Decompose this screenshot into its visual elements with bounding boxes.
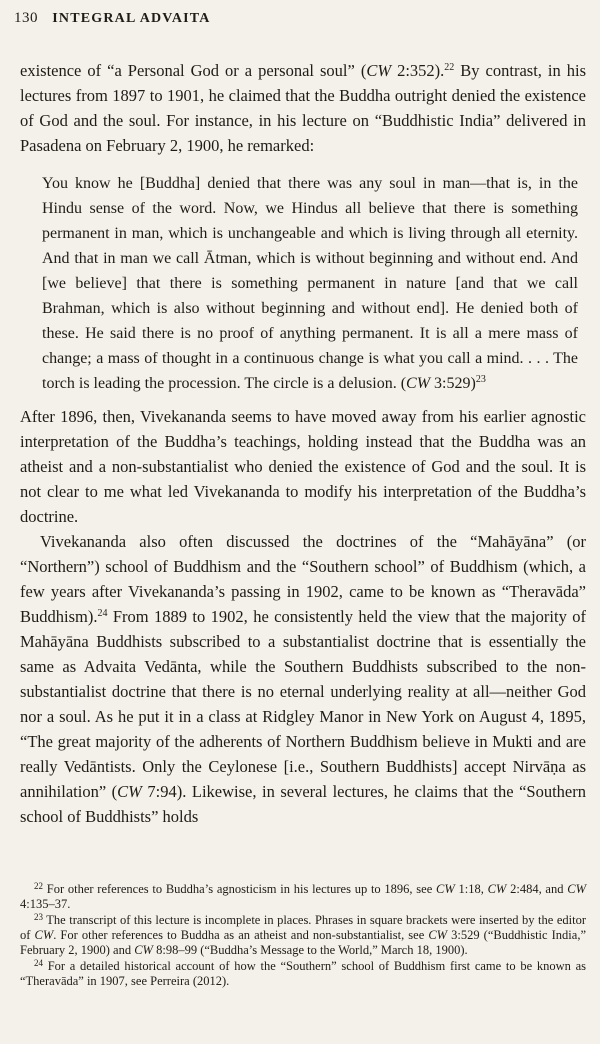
paragraph-1: existence of “a Personal God or a personal soul” (CW 2:352).$^{22}$ By contrast, in his lectures from 1897 to 1901, he claimed that the Buddha outright denied the existence of God and the soul. For instance, in his lecture on “Buddhistic India” delivered in Pasadena on February 2, 1900, he remarked: [20, 61, 587, 155]
paragraph-3: Vivekananda also often discussed the doctrines of the “Mahāyāna” (or “Northern”) school of Buddhism and the “Southern school” of Buddhism (which, a few years after Vivekananda’s passing in 1902, came to be known as “Theravāda” Buddhism).$^{24}$ From 1889 to 1902, he consistently held the view that the majority of Mahāyāna Buddhists subscribed to a substantialist doctrine that is essentially the same as Advaita Vedānta, while the Southern Buddhists subscribed to the non-substantialist doctrine that there is no eternal underlying reality at all—neither God nor a soul. As he put it in a class at Ridgley Manor in New York on August 4, 1895, “The great majority of the adherents of Northern Buddhism believe in Mukti and are really Vedāntists. Only the Ceylonese [i.e., Southern Buddhists] accept Nirvāṇa as annihilation” (CW 7:94). Likewise, in several lectures, he claims that the “Southern school of Buddhists” holds [20, 532, 586, 826]
footnote-22: $^{22}$ For other references to Buddha’s agnosticism in his lectures up to 1896, see CW 1:18, CW 2:484, and CW 4:135–37. [20, 881, 586, 911]
footnote-ref-22: 22 [444, 62, 455, 73]
footnote-ref-24: 24 [97, 608, 108, 619]
running-header [14, 10, 211, 27]
page-number: 130 [14, 10, 38, 26]
footnote-23: $^{23}$ The transcript of this lecture is incomplete in places. Phrases in square brackets were inserted by the editor of CW. For other references to Buddha as an atheist and non-substantialist, see CW 3:529 (“Buddhistic India,” February 2, 1900) and CW 8:98–99 (“Buddha’s Message to the World,” March 18, 1900). [20, 912, 586, 957]
paragraph-2: After 1896, then, Vivekananda seems to have moved away from his earlier agnostic interpretation of the Buddha’s teachings, holding instead that the Buddha was an atheist and a non-substantialist who denied the existence of God and the soul. It is not clear to me what led Vivekananda to modify his interpretation of the Buddha’s doctrine. [20, 407, 586, 526]
running-title: INTEGRAL ADVAITA [52, 11, 211, 26]
footnote-ref-23: 23 [475, 374, 486, 385]
footnote-24: $^{24}$ For a detailed historical account of how the “Southern” school of Buddhism first came to be known as “Theravāda” in 1907, see Perreira (2012). [20, 958, 586, 988]
block-quote: You know he [Buddha] denied that there was any soul in man—that is, in the Hindu sense of the word. Now, we Hindus all believe that there is something permanent in man, which is unchangeable and which is living through all eternity. And that in man we call Ātman, which is without beginning and without end. And [we believe] that there is something permanent in nature [and that we call Brahman, which is also without beginning and without end]. He denied both of these. He said there is no proof of anything permanent. It is all a mere mass of change; a mass of thought in a continuous change is what you call a mind. . . . The torch is leading the procession. The circle is a delusion. (CW 3:529)$^{23}$ [42, 175, 578, 392]
main-text [20, 58, 586, 829]
footnotes [20, 882, 586, 990]
